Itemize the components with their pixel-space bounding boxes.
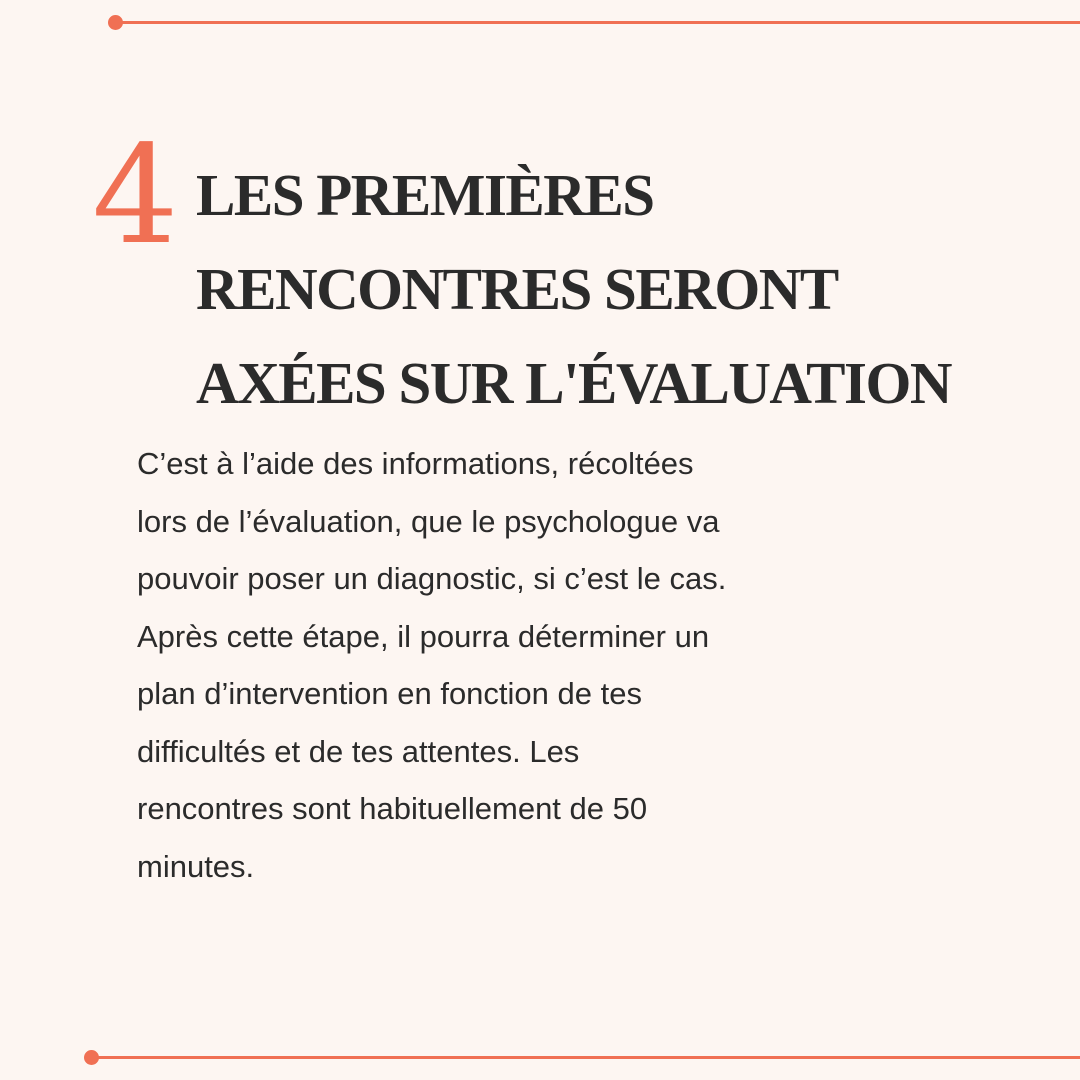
slide-body-paragraph bbox=[137, 435, 857, 895]
bottom-divider-dot bbox=[84, 1050, 99, 1065]
slide-title-line: LES PREMIÈRES bbox=[196, 162, 654, 228]
body-line: lors de l’évaluation, que le psychologue va bbox=[137, 503, 720, 539]
body-line: minutes. bbox=[137, 848, 255, 884]
top-divider-line bbox=[116, 21, 1080, 24]
slide-title bbox=[196, 148, 1056, 430]
body-line: pouvoir poser un diagnostic, si c’est le cas. bbox=[137, 561, 727, 596]
body-line: rencontres sont habituellement de 50 bbox=[137, 791, 648, 826]
slide-title-line: RENCONTRES SERONT bbox=[196, 256, 838, 322]
body-line: plan d’intervention en fonction de tes bbox=[137, 676, 642, 711]
body-line: C’est à l’aide des informations, récoltées bbox=[137, 446, 694, 481]
slide-title-line: AXÉES SUR L'ÉVALUATION bbox=[196, 350, 951, 416]
body-line: Après cette étape, il pourra déterminer un bbox=[137, 618, 710, 654]
body-line: difficultés et de tes attentes. Les bbox=[137, 733, 580, 769]
bottom-divider-line bbox=[91, 1056, 1080, 1059]
step-number: 4 bbox=[92, 117, 179, 275]
top-divider-dot bbox=[108, 15, 123, 30]
